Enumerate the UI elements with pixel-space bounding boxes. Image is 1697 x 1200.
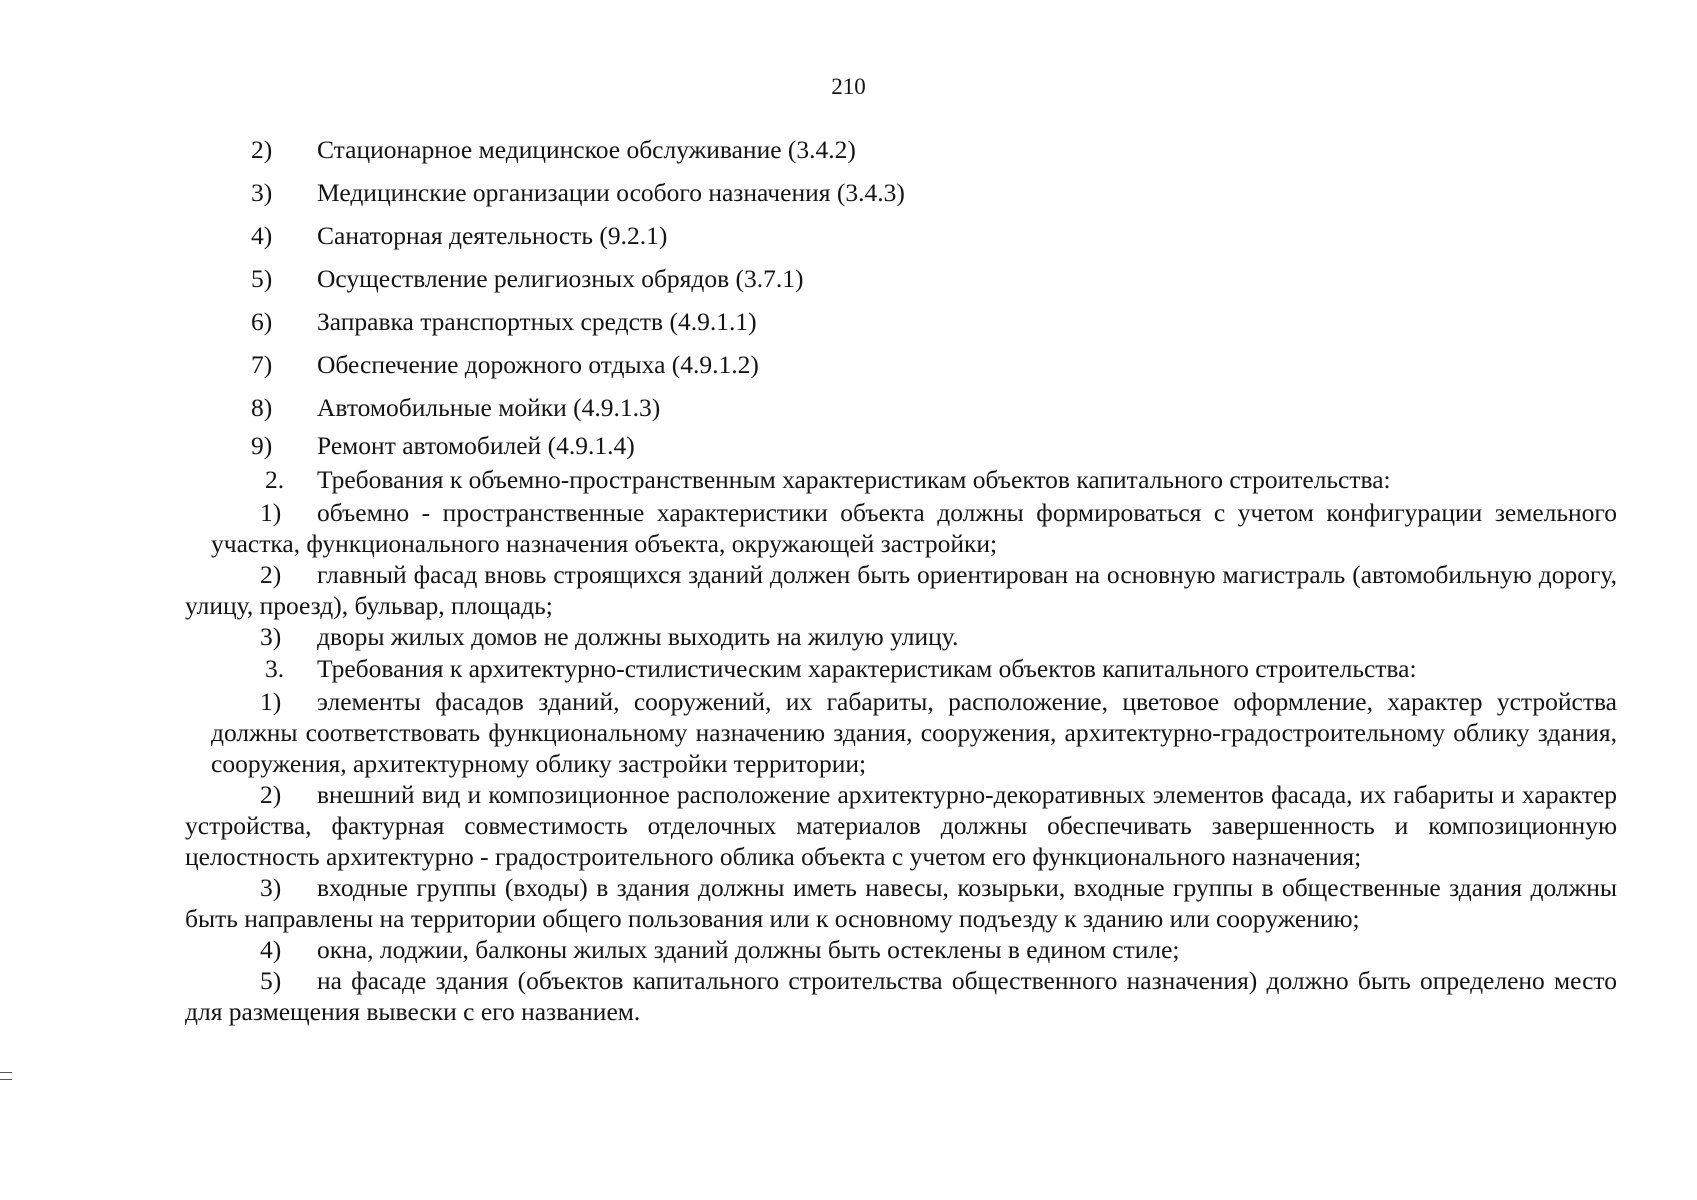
list-number: 5) [251,264,273,293]
page-number: 210 [831,74,866,99]
item-text: входные группы (входы) в здания должны иметь навесы, козырьки, входные группы в общественные здания должны быть направлены на территории общего пользования или к основному подъезду к зданию или сооружению; [185,873,1617,933]
list-text: Автомобильные мойки (4.9.1.3) [317,393,661,422]
list-number: 9) [251,431,273,460]
list-number: 2) [251,135,273,164]
use-list [185,128,1617,463]
item-text: объемно - пространственные характеристики объекта должны формироваться с учетом конфигурации земельного участка, функционального назначения объекта, окружающей застройки; [211,498,1617,558]
list-number: 8) [251,393,273,422]
item-number: 1) [260,498,282,527]
list-text: Обеспечение дорожного отдыха (4.9.1.2) [317,350,759,379]
section-3-heading [185,652,1617,686]
item-number: 3) [260,873,282,902]
list-number: 3) [251,178,273,207]
list-number: 7) [251,350,273,379]
section-number: 2. [265,465,285,494]
list-text: Санаторная деятельность (9.2.1) [317,221,668,250]
paragraph [185,686,1617,779]
list-number: 6) [251,307,273,336]
list-number: 4) [251,221,273,250]
list-item [185,300,1617,343]
paragraph [185,559,1617,621]
list-text: Ремонт автомобилей (4.9.1.4) [317,431,635,460]
item-number: 5) [260,966,282,995]
item-number: 1) [260,687,282,716]
list-item [185,257,1617,300]
list-text: Медицинские организации особого назначения (3.4.3) [317,178,905,207]
list-item [185,214,1617,257]
item-number: 3) [260,622,282,651]
list-text: Заправка транспортных средств (4.9.1.1) [317,307,757,336]
scan-margin-marks [0,1072,12,1092]
paragraph [185,965,1617,1027]
item-number: 2) [260,560,282,589]
list-text: Стационарное медицинское обслуживание (3.4.2) [317,135,856,164]
item-text: главный фасад вновь строящихся зданий должен быть ориентирован на основную магистраль (автомобильную дорогу, улицу, проезд), бульвар, площадь; [185,560,1617,620]
section-2-heading [185,463,1617,497]
list-item [185,386,1617,429]
item-text: окна, лоджии, балконы жилых зданий должны быть остеклены в едином стиле; [317,935,1180,964]
list-item [185,171,1617,214]
document-body [185,128,1617,1027]
list-text: Осуществление религиозных обрядов (3.7.1) [317,264,804,293]
list-item [185,128,1617,171]
section-number: 3. [265,654,285,683]
section-title: Требования к объемно-пространственным характеристикам объектов капитального строительства: [317,465,1391,494]
item-number: 2) [260,780,282,809]
item-text: дворы жилых домов не должны выходить на жилую улицу. [317,622,959,651]
list-item [185,429,1617,463]
paragraph [185,497,1617,559]
paragraph [185,872,1617,934]
item-number: 4) [260,935,282,964]
paragraph [185,621,1617,652]
list-item [185,343,1617,386]
item-text: внешний вид и композиционное расположение архитектурно-декоративных элементов фасада, их габариты и характер устройства, фактурная совместимость отделочных материалов должны обеспечивать завершенность и композиционную целостность архитектурно - градостроительного облика объекта с учетом его функционального назначения; [185,780,1617,871]
item-text: элементы фасадов зданий, сооружений, их габариты, расположение, цветовое оформление, характер устройства должны соответствовать функциональному назначению здания, сооружения, архитектурно-градостроительному облику здания, сооружения, архитектурному облику застройки территории; [211,687,1617,778]
section-title: Требования к архитектурно-стилистическим характеристикам объектов капитального строительства: [317,654,1417,683]
paragraph [185,934,1617,965]
item-text: на фасаде здания (объектов капитального строительства общественного назначения) должно быть определено место для размещения вывески с его названием. [185,966,1617,1026]
paragraph [185,779,1617,872]
